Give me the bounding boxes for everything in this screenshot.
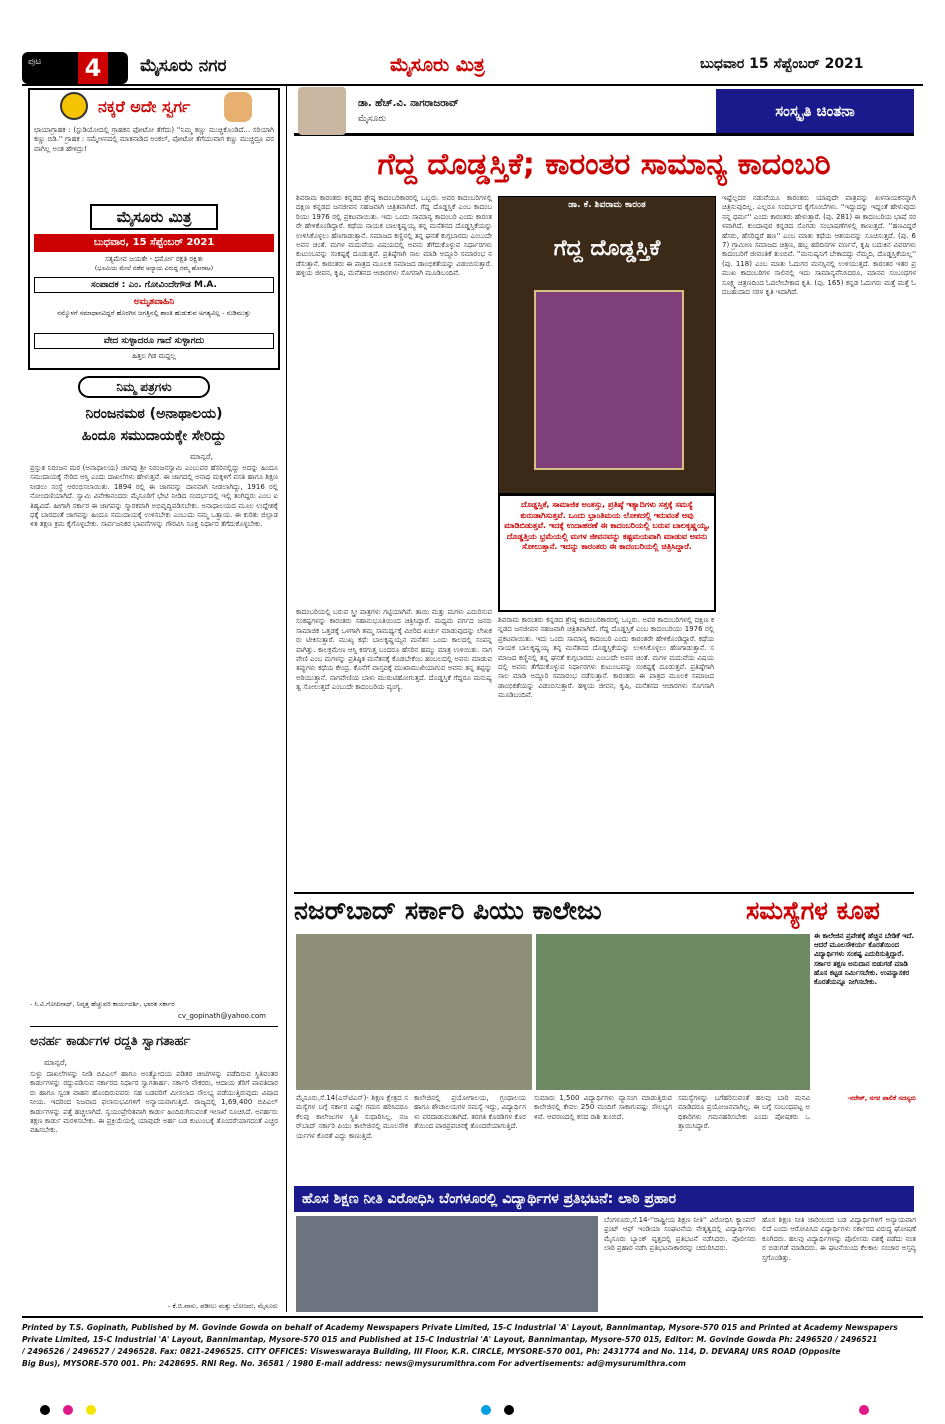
header-date: ಬುಧವಾರ 15 ಸೆಪ್ಟೆಂಬರ್ 2021	[700, 56, 864, 72]
nazarbad-col2: ಕಾಲೇಜಿನಲ್ಲಿ ಪ್ರಯೋಗಾಲಯ, ಗ್ರಂಥಾಲಯ ಹಾಗೂ ಶೌಚಾಲಯಗಳ ಸಮಸ್ಯೆ ಇದ್ದು, ವಿದ್ಯಾರ್ಥಿಗಳು ಪರದಾಡುವಂತಾಗಿದೆ. ತರಗತಿ ಕೊಠಡಿಗಳ ಕೊರತೆಯಿಂದ ಪಾಠಪ್ರವಚನಕ್ಕೆ ತೊಂದರೆಯಾಗುತ್ತಿದೆ.	[414, 1094, 526, 1131]
veda-title: ವೇದ ಸುಳ್ಳಾದರೂ ಗಾದೆ ಸುಳ್ಳಾಗದು	[34, 333, 274, 349]
article-col3: ಇಷ್ಟೆಲ್ಲದರ ನಡುವೆಯೂ ಕಾರಂತರು ಯಾವುದೇ ಪಾತ್ರವನ್ನು ಖಳನಾಯಕನನ್ನಾಗಿ ಚಿತ್ರಿಸುವುದಿಲ್ಲ. ಎಲ್ಲರೂ ಸಂದರ್ಭದ ಕೈಗೊಂಬೆಗಳು. ''ಇದ್ದುದನ್ನು ಇದ್ದಂತೆ ಹೇಳುವುದು ನನ್ನ ಧರ್ಮ'' ಎಂದು ಕಾರಂತರು ಹೇಳುತ್ತಾರೆ. (ಪು. 281) ಈ ಕಾದಂಬರಿಯ ಭಾಷೆ ಸರಳವಾಗಿದೆ. ಕುಂದಾಪುರ ಕನ್ನಡದ ಸೊಗಡು ಸಂಭಾಷಣೆಗಳಲ್ಲಿ ಕಾಣುತ್ತದೆ. ''ಹಣವಿದ್ದರೆ ಹೆಸರು, ಹೆಸರಿದ್ದರೆ ಹಣ'' ಎಂಬ ಮಾತು ಕಥೆಯ ಆಶಯವನ್ನು ಸೂಚಿಸುತ್ತದೆ. (ಪು. 67) ಗ್ರಾಮೀಣ ಸಮಾಜದ ಚಿತ್ರಣ, ಹಬ್ಬ ಹರಿದಿನಗಳ ವರ್ಣನೆ, ಕೃಷಿ ಬದುಕಿನ ವಿವರಗಳು ಕಾದಂಬರಿಗೆ ಜೀವಂತಿಕೆ ತುಂಬಿವೆ. ''ಮನುಷ್ಯನಿಗೆ ಬೇಕಾದದ್ದು ನೆಮ್ಮದಿ, ದೊಡ್ಡಸ್ತಿಕೆಯಲ್ಲ'' (ಪು. 118) ಎಂಬ ಮಾತು ಓದುಗರ ಮನಸ್ಸಿನಲ್ಲಿ ಉಳಿಯುತ್ತದೆ. ಕಾರಂತರ ಇತರ ಪ್ರಮುಖ ಕಾದಂಬರಿಗಳ ಸಾಲಿನಲ್ಲಿ ಇದು ಸಾಮಾನ್ಯವೆನಿಸಿದರೂ, ಮಾನವ ಸಂಬಂಧಗಳ ಸೂಕ್ಷ್ಮ ಚಿತ್ರಣದಿಂದ ಓದಲೇಬೇಕಾದ ಕೃತಿ. (ಪು. 165) ಕನ್ನಡ ಓದುಗರು ಮತ್ತೆ ಮತ್ತೆ ಓದಬಹುದಾದ ಸರಳ ಕೃತಿ ಇದಾಗಿದೆ.	[722, 194, 916, 297]
column-author-place: ಮೈಸೂರು	[358, 114, 386, 124]
column-author: ಡಾ. ಹೆಚ್.ವಿ. ನಾಗರಾಜರಾವ್	[358, 98, 459, 109]
cartoon-icon	[224, 92, 252, 122]
sidebar-brand: ಮೈಸೂರು ಮಿತ್ರ	[90, 204, 218, 230]
college-photo-1	[296, 934, 532, 1090]
letter2-body: ಸುಳ್ಳು ದಾಖಲೆಗಳನ್ನು ನೀಡಿ ಬಿಪಿಎಲ್ ಹಾಗೂ ಅಂತ್ಯೋದಯ ಪಡಿತರ ಚೀಟಿಗಳನ್ನು ಪಡೆದಿರುವ ಸ್ಥಿತಿವಂತರ ಕಾರ್ಡುಗಳನ್ನು ರದ್ದುಪಡಿಸುವ ಸರ್ಕಾರದ ನಿರ್ಧಾರ ಸ್ವಾಗತಾರ್ಹ. ಸರ್ಕಾರಿ ನೌಕರರು, ಆದಾಯ ತೆರಿಗೆ ಪಾವತಿದಾರರು ಹಾಗೂ ಸ್ವಂತ ವಾಹನ ಹೊಂದಿರುವವರು ಸಹ ಬಡವರಿಗೆ ಮೀಸಲಾದ ಸೌಲಭ್ಯ ಪಡೆಯುತ್ತಿರುವುದು ವಿಷಾದನೀಯ. ಇದರಿಂದ ನಿಜವಾದ ಫಲಾನುಭವಿಗಳಿಗೆ ಅನ್ಯಾಯವಾಗುತ್ತಿದೆ. ರಾಜ್ಯದಲ್ಲಿ 1,69,400 ಬಿಪಿಎಲ್ ಕಾರ್ಡುಗಳನ್ನು ಪತ್ತೆ ಹಚ್ಚಲಾಗಿದೆ. ಸ್ವಯಂಪ್ರೇರಿತವಾಗಿ ಕಾರ್ಡು ಹಿಂದಿರುಗಿಸುವಂತೆ ಇಲಾಖೆ ಸೂಚಿಸಿದೆ. ಅನರ್ಹರು ತಕ್ಷಣ ಕಾರ್ಡು ಮರಳಿಸಬೇಕು. ಈ ಪ್ರಕ್ರಿಯೆಯಲ್ಲಿ ಯಾವುದೇ ಅರ್ಹ ಬಡ ಕುಟುಂಬಕ್ಕೆ ತೊಂದರೆಯಾಗದಂತೆ ಎಚ್ಚರ ವಹಿಸಬೇಕು.	[30, 1070, 278, 1135]
page-label: ಪುಟ	[28, 57, 42, 67]
book-illustration	[534, 290, 684, 470]
letter2-signature: - ಕೆ.ಬಿ.ವಾಸು, ಪಡೀಲು ಮತ್ತು ಬೋಜರು, ಮೈಸೂರು	[168, 1302, 278, 1310]
nazarbad-headline: ನಜರ್‌ಬಾದ್ ಸರ್ಕಾರಿ ಪಿಯು ಕಾಲೇಜು	[294, 896, 602, 925]
book-author: ಡಾ. ಕೆ. ಶಿವರಾಮ ಕಾರಂತ	[568, 200, 646, 210]
pull-quote: ದೊಡ್ಡಸ್ತಿಕೆ, ಸಾಮಾಜಿಕ ಅಂತಸ್ತು, ಪ್ರತಿಷ್ಠೆ ಇತ್ಯಾದಿಗಳು ಸತ್ತಕ್ಕೆ ಸಮಸ್ಯೆ ಕುರುಡಾಗಿಸುತ್ತವೆ. ಒಂದು ಭ್ರಾಂತಿಮಯ ಲೋಕದಲ್ಲಿ ಇರುವಂತೆ ಅವು ಮಾಡಿಬಿಡುತ್ತವೆ. ಇದಕ್ಕೆ ಉದಾಹರಣೆ ಈ ಕಾದಂಬರಿಯಲ್ಲಿ ಬರುವ ಬಾಲಕೃಷ್ಣಯ್ಯ, ದೊಡ್ಡತ್ತಿಯ ಭ್ರಮೆಯಲ್ಲಿ ಮಗಳ ಜೀವನವನ್ನು ಕಷ್ಟಮಯವಾಗಿ ಮಾಡುವ ಅವನು ಸೋಲುತ್ತಾನೆ. ಇದನ್ನು ಕಾರಂತರು ಈ ಕಾದಂಬರಿಯಲ್ಲಿ ಚಿತ್ರಿಸಿದ್ದಾರೆ.	[498, 494, 716, 612]
letters-divider	[30, 1026, 278, 1027]
letter1-body: ಪ್ರಸ್ತುತ ನಿರಂಜನ ಮಠ (ಅನಾಥಾಲಯ) ಜಾಗವು ಶ್ರೀ ನಿರಂಜನಸ್ವಾಮಿ ಎಂಬುವರ ಹೆಸರಿನಲ್ಲಿದ್ದು ಅದನ್ನು ಹಿಂದೂ ಸಮುದಾಯಕ್ಕೆ ಸೇರಿದ ಆಸ್ತಿ ಎಂದು ದಾಖಲೆಗಳು ಹೇಳುತ್ತವೆ. ಈ ಜಾಗದಲ್ಲಿ ಅನಾಥ ಮಕ್ಕಳಿಗೆ ವಸತಿ ಹಾಗೂ ಶಿಕ್ಷಣ ನೀಡಲು ಸಂಸ್ಥೆ ಆರಂಭಿಸಲಾಯಿತು. 1894 ರಲ್ಲಿ ಈ ಜಾಗವನ್ನು ದಾನವಾಗಿ ನೀಡಲಾಗಿದ್ದು, 1916 ರಲ್ಲಿ ನೋಂದಣಿಯಾಗಿದೆ. ಸ್ವಾಮಿ ವಿವೇಕಾನಂದರು ಮೈಸೂರಿಗೆ ಭೇಟಿ ನೀಡಿದ ಸಂದರ್ಭದಲ್ಲಿ ಇಲ್ಲಿ ತಂಗಿದ್ದರು ಎಂಬ ಐತಿಹ್ಯವಿದೆ. ಹೀಗಾಗಿ ಸರ್ಕಾರ ಈ ಜಾಗವನ್ನು ಸ್ಮಾರಕವಾಗಿ ಅಭಿವೃದ್ಧಿಪಡಿಸಬೇಕು. ಅನಾಥಾಲಯದ ಮೂಲ ಉದ್ದೇಶಕ್ಕೆ ಧಕ್ಕೆ ಬಾರದಂತೆ ಜಾಗವನ್ನು ಹಿಂದೂ ಸಮುದಾಯಕ್ಕೆ ಉಳಿಸಬೇಕು ಎಂಬುದು ನಮ್ಮ ಒತ್ತಾಯ. ಈ ಕುರಿತು ಜಿಲ್ಲಾಡಳಿತ ತಕ್ಷಣ ಕ್ರಮ ಕೈಗೊಳ್ಳಬೇಕು. ಸಾರ್ವಜನಿಕರ ಭಾವನೆಗಳನ್ನು ಗೌರವಿಸಿ ಸೂಕ್ತ ನಿರ್ಧಾರ ತೆಗೆದುಕೊಳ್ಳಬೇಕು.	[30, 464, 278, 529]
letters-section-label: ನಿಮ್ಮ ಪತ್ರಗಳು	[78, 376, 210, 398]
sidebar-date: ಬುಧವಾರ, 15 ಸೆಪ್ಟೆಂಬರ್ 2021	[34, 234, 274, 252]
nakkare-title: ನಕ್ಕರೆ ಅದೇ ಸ್ವರ್ಗ	[98, 97, 191, 116]
protest-col2: ಹೊಸ ಶಿಕ್ಷಣ ನೀತಿ ಜಾರಿಯಿಂದ ಬಡ ವಿದ್ಯಾರ್ಥಿಗಳಿಗೆ ಅನ್ಯಾಯವಾಗಲಿದೆ ಎಂದು ಆರೋಪಿಸಿದ ವಿದ್ಯಾರ್ಥಿಗಳು ಸರ್ಕಾರದ ವಿರುದ್ಧ ಘೋಷಣೆ ಕೂಗಿದರು. ಹಲವು ವಿದ್ಯಾರ್ಥಿಗಳನ್ನು ಪೊಲೀಸರು ವಶಕ್ಕೆ ಪಡೆದು ನಂತರ ಬಿಡುಗಡೆ ಮಾಡಿದರು. ಈ ಘಟನೆಯಿಂದ ಕೆಲಕಾಲ ಸಂಚಾರ ಅಸ್ತವ್ಯಸ್ತಗೊಂಡಿತ್ತು.	[762, 1216, 916, 1262]
sidebar-editor: ಸಂಪಾದಕ : ಎಂ. ಗೋವಿಂದೇಗೌಡ M.A.	[34, 277, 274, 293]
nazarbad-headline-red: ಸಮಸ್ಯೆಗಳ ಕೂಪ	[746, 896, 880, 925]
veda-text: ಹಿತ್ತಲ ಗಿಡ ಮದ್ದಲ್ಲ	[132, 352, 176, 360]
column-divider	[286, 86, 287, 1312]
protest-headline: ಹೊಸ ಶಿಕ್ಷಣ ನೀತಿ ವಿರೋಧಿಸಿ ಬೆಂಗಳೂರಲ್ಲಿ ವಿದ್ಯಾರ್ಥಿಗಳ ಪ್ರತಿಭಟನೆ: ಲಾಠಿ ಪ್ರಹಾರ	[294, 1186, 914, 1212]
letter1-email[interactable]: cv_gopinath@yahoo.com	[178, 1012, 266, 1020]
nazarbad-col1: ಮೈಸೂರು,ಸೆ.14(ಎಸ್‌ಟಿಎನ್)- ಶಿಕ್ಷಣ ಕ್ಷೇತ್ರದ ಸಮಸ್ಯೆಗಳ ಬಗ್ಗೆ ಸರ್ಕಾರ ಎಷ್ಟೇ ಗಮನ ಹರಿಸಿದರೂ ಕೆಲವು ಕಾಲೇಜುಗಳ ಸ್ಥಿತಿ ಸುಧಾರಿಸಿಲ್ಲ. ನಜರ್‌ಬಾದ್ ಸರ್ಕಾರಿ ಪಿಯು ಕಾಲೇಜಿನಲ್ಲಿ ಮೂಲಸೌಕರ್ಯಗಳ ಕೊರತೆ ಎದ್ದು ಕಾಣುತ್ತಿದೆ.	[296, 1094, 408, 1140]
article-col2: ಶಿವರಾಮ ಕಾರಂತರು ಕನ್ನಡದ ಶ್ರೇಷ್ಠ ಕಾದಂಬರಿಕಾರರಲ್ಲಿ ಒಬ್ಬರು. ಅವರ ಕಾದಂಬರಿಗಳಲ್ಲಿ ದಕ್ಷಿಣ ಕನ್ನಡದ ಜನಜೀವನ ಸಹಜವಾಗಿ ಚಿತ್ರಿತವಾಗಿದೆ. ಗೆದ್ದ ದೊಡ್ಡಸ್ತಿಕೆ ಎಂಬ ಕಾದಂಬರಿಯು 1976 ರಲ್ಲಿ ಪ್ರಕಟವಾಯಿತು. ಇದು ಒಂದು ಸಾಮಾನ್ಯ ಕಾದಂಬರಿ ಎಂದು ಕಾರಂತರೇ ಹೇಳಿಕೊಂಡಿದ್ದಾರೆ. ಕಥೆಯ ನಾಯಕ ಬಾಲಕೃಷ್ಣಯ್ಯ ತನ್ನ ಮನೆತನದ ದೊಡ್ಡಸ್ತಿಕೆಯನ್ನು ಉಳಿಸಿಕೊಳ್ಳಲು ಹೆಣಗಾಡುತ್ತಾನೆ. ಸಮಾಜದ ಕಣ್ಣಿನಲ್ಲಿ ತನ್ನ ಘನತೆ ಕುಗ್ಗಬಾರದು ಎಂಬುದೇ ಅವನ ಚಿಂತೆ. ಮಗಳ ಮದುವೆಯ ವಿಷಯದಲ್ಲಿ ಅವನು ತೆಗೆದುಕೊಳ್ಳುವ ನಿರ್ಧಾರಗಳು ಕುಟುಂಬವನ್ನು ಸಂಕಷ್ಟಕ್ಕೆ ದೂಡುತ್ತವೆ. ಪ್ರತಿಷ್ಠೆಗಾಗಿ ಸಾಲ ಮಾಡಿ ಅದ್ದೂರಿ ಸಮಾರಂಭ ನಡೆಸುತ್ತಾನೆ. ಕಾರಂತರು ಈ ಪಾತ್ರದ ಮೂಲಕ ಸಮಾಜದ ಡಾಂಭಿಕತೆಯನ್ನು ವಿಡಂಬಿಸುತ್ತಾರೆ. ಹಳ್ಳಿಯ ಜೀವನ, ಕೃಷಿ, ಮನೆತನದ ಆಚಾರಗಳು ಸೊಗಸಾಗಿ ಮೂಡಿಬಂದಿವೆ.	[498, 616, 714, 700]
column-end-rule	[294, 892, 914, 894]
protest-photo	[296, 1216, 598, 1312]
nazarbad-quote-sign: -ನರೇಶ್, ನಗರ ಪಾಲಿಕೆ ಸದಸ್ಯರು	[847, 1094, 916, 1102]
sidebar-tagline: ಸತ್ಯಮೇವ ಜಯತೇ - ಧರ್ಮೋ ರಕ್ಷತಿ ರಕ್ಷಿತಃ	[105, 255, 203, 263]
footer-imprint	[22, 1322, 923, 1370]
sidebar-subtagline: (ಭೂಮಿಯ ಮೇಲೆ ನಡೆವ ಅನ್ಯಾಯ ವಿರುದ್ಧ ನಮ್ಮ ಹೋರಾಟ)	[94, 265, 214, 272]
amrutha-text: ನಮ್ಮೊಳಗೆ ಸಮಾಧಾನವಿದ್ದರೆ ಹೊರಗಿನ ಜಗತ್ತಿನಲ್ಲಿ ಶಾಂತಿ ಹುಡುಕುವ ಅಗತ್ಯವಿಲ್ಲ - ನುಡಿಮುತ್ತು	[57, 309, 251, 317]
footer-line4: Big Bus), MYSORE-570 001. Ph: 2428695. RNI Reg. No. 36581 / 1980 E-mail address: news@mysurumithra.com For advertisements: ad@mysurumithra.com	[22, 1359, 686, 1368]
amrutha-title: ಅಮೃತವಾಹಿನಿ	[133, 297, 175, 307]
book-title: ಗೆದ್ದ ದೊಡ್ಡಸ್ತಿಕೆ	[553, 236, 661, 261]
nakkare-text: ಛಾಯಾಗ್ರಾಹಕ : (ಸ್ಟುಡಿಯೋದಲ್ಲಿ ಗ್ರಾಹಕನ ಫೋಟೋ ತೆಗೆದು) ''ನಿಮ್ಮ ಕಣ್ಣು ಮುಚ್ಚಿಕೊಂಡಿದೆ... ಸರಿಯಾಗಿ ಕಣ್ಣು ಬಿಡಿ.'' ಗ್ರಾಹಕ : ಸಮ್ಮೇಳನದಲ್ಲಿ ಮಾತನಾಡಿದ ಅಂಕಲ್, ಪೋಟೋ ತೆಗೆಯುವಾಗ ಕಣ್ಣು ಮುಚ್ಚಿದ್ರೂ ಪರವಾಗಿಲ್ಲ ಅಂತ ಹೇಳಿದ್ರು!	[34, 126, 274, 153]
footer-line2: Private Limited, 15-C Industrial 'A' Layout, Bannimantap, Mysore-570 015 and Published at 15-C Industrial 'A' Layout, Bannimantap, Mysore-570 015, Editor: M. Govinde Gowda Ph: 2496520 / 2496521	[22, 1335, 878, 1344]
protest-col1: ಬೆಂಗಳೂರು,ಸೆ.14-''ರಾಷ್ಟ್ರೀಯ ಶಿಕ್ಷಣ ನೀತಿ'' ವಿರೋಧಿಸಿ ಕ್ಯಾಂಪಸ್ ಫ್ರಂಟ್ ಆಫ್ ಇಂಡಿಯಾ ಸಂಘಟನೆಯ ನೇತೃತ್ವದಲ್ಲಿ ವಿದ್ಯಾರ್ಥಿಗಳು ಮೈಸೂರು ಬ್ಯಾಂಕ್ ವೃತ್ತದಲ್ಲಿ ಪ್ರತಿಭಟನೆ ನಡೆಸಿದರು. ಪೊಲೀಸರು ಲಾಠಿ ಪ್ರಹಾರ ನಡೆಸಿ ಪ್ರತಿಭಟನಾಕಾರರನ್ನು ಚದುರಿಸಿದರು.	[604, 1216, 756, 1253]
registration-marks	[40, 1400, 920, 1414]
laughing-face-icon	[60, 92, 88, 120]
column-section: ಸಂಸ್ಕೃತಿ ಚಿಂತನಾ	[716, 89, 914, 133]
letter2-title: ಅನರ್ಹ ಕಾರ್ಡುಗಳ ರದ್ದತಿ ಸ್ವಾಗತಾರ್ಹ	[30, 1034, 191, 1049]
page-number: 4	[78, 52, 108, 84]
letter1-signature: - ಸಿ.ವಿ.ಗೋಪಿನಾಥ್, ನಿವೃತ್ತ ಹೆಚ್ಚುವರಿ ಕಾರ್ಯದರ್ಶಿ, ಭಾರತ ಸರ್ಕಾರ	[30, 1000, 175, 1008]
main-headline: ಗೆದ್ದ ದೊಡ್ಡಸ್ತಿಕೆ; ಕಾರಂತರ ಸಾಮಾನ್ಯ ಕಾದಂಬರಿ	[377, 147, 831, 182]
article-col2-lower: ಕಾದಂಬರಿಯಲ್ಲಿ ಬರುವ ಸ್ತ್ರೀ ಪಾತ್ರಗಳು ಗಟ್ಟಿಯಾಗಿವೆ. ತಾಯಿ ಮತ್ತು ಮಗಳು ಎದುರಿಸುವ ಸಂಕಷ್ಟಗಳನ್ನು ಕಾರಂತರು ಸಹಾನುಭೂತಿಯಿಂದ ಚಿತ್ರಿಸಿದ್ದಾರೆ. ಮಧ್ಯಮ ವರ್ಗದ ಜನರು ಸಾಮಾಜಿಕ ಒತ್ತಡಕ್ಕೆ ಒಳಗಾಗಿ ತಮ್ಮ ಸಾಮರ್ಥ್ಯಕ್ಕೆ ಮೀರಿದ ಖರ್ಚು ಮಾಡುವುದನ್ನು ಲೇಖಕರು ಟೀಕಿಸುತ್ತಾರೆ. ಮುಖ್ಯ ಕಥೆ: ಬಾಲಕೃಷ್ಣಯ್ಯನ ಮನೆತನ ಒಂದು ಕಾಲದಲ್ಲಿ ಸಂಪನ್ನವಾಗಿತ್ತು. ಕಾಲಕ್ರಮೇಣ ಆಸ್ತಿ ಕರಗುತ್ತ ಬಂದರೂ ಹೆಸರಿನ ಹಮ್ಮು ಮಾತ್ರ ಉಳಿಯಿತು. ನಾಗವೇಣಿ ಎಂಬ ಮಗಳನ್ನು ಪ್ರತಿಷ್ಠಿತ ಮನೆತನಕ್ಕೆ ಕೊಡಬೇಕೆಂಬ ಹಂಬಲದಲ್ಲಿ ಅವನು ಮಾಡುವ ತಪ್ಪುಗಳು ಕಥೆಯ ಕೇಂದ್ರ. ಕೊನೆಗೆ ವಾಸ್ತವಕ್ಕೆ ಮುಖಾಮುಖಿಯಾಗುವ ಅವನು ತನ್ನ ತಪ್ಪನ್ನು ಅರಿಯುತ್ತಾನೆ. ನಾಗವೇಣಿಯ ಬಾಳು ಮುರುಟಿಹೋಗುತ್ತದೆ. ದೊಡ್ಡಸ್ತಿಕೆ ಗೆದ್ದರೂ ಮನುಷ್ಯತ್ವ ಸೋಲುತ್ತದೆ ಎಂಬುದೇ ಕಾದಂಬರಿಯ ವ್ಯಂಗ್ಯ.	[296, 608, 492, 692]
nazarbad-col3: ಸುಮಾರು 1,500 ವಿದ್ಯಾರ್ಥಿಗಳು ವ್ಯಾಸಂಗ ಮಾಡುತ್ತಿರುವ ಕಾಲೇಜಿನಲ್ಲಿ ಕೇವಲ 250 ಮಂದಿಗೆ ಸಾಕಾಗುವಷ್ಟು ಸೌಲಭ್ಯಗಳಿವೆ. ಆವರಣದಲ್ಲಿ ಕಸದ ರಾಶಿ ತುಂಬಿದೆ.	[534, 1094, 672, 1121]
footer-line1: Printed by T.S. Gopinath, Published by M. Govinde Gowda on behalf of Academy Newspapers Private Limited, 15-C Industrial 'A' Layout, Bannimantap, Mysore-570 015 and Printed at Academy Newspapers	[22, 1323, 898, 1332]
footer-line3: / 2496526 / 2496527 / 2496528. Fax: 0821-2496525. CITY OFFICES: Visweswaraya Building, III Floor, K.R. CIRCLE, MYSORE-570 001, Ph: 2431774 and No. 114, D. DEVARAJ URS ROAD (Opposite	[22, 1347, 841, 1356]
section-city: ಮೈಸೂರು ನಗರ	[140, 56, 227, 76]
nazarbad-quote: ಈ ಕಾಲೇಜಿನ ಪ್ರವೇಶಕ್ಕೆ ಹೆಚ್ಚಿನ ಬೇಡಿಕೆ ಇದೆ. ಆದರೆ ಮೂಲಸೌಕರ್ಯ ಕೊರತೆಯಿಂದ ವಿದ್ಯಾರ್ಥಿಗಳು ಸಂಕಷ್ಟ ಎದುರಿಸುತ್ತಿದ್ದಾರೆ. ಸರ್ಕಾರ ತಕ್ಷಣ ಅನುದಾನ ಬಿಡುಗಡೆ ಮಾಡಿ ಹೊಸ ಕಟ್ಟಡ ನಿರ್ಮಿಸಬೇಕು. ಉಪನ್ಯಾಸಕರ ಕೊರತೆಯನ್ನೂ ನೀಗಿಸಬೇಕು.	[814, 932, 915, 987]
college-photo-2	[536, 934, 810, 1090]
letter1-salutation: ಮಾನ್ಯರೆ,	[190, 452, 214, 461]
letter1-subtitle: ಹಿಂದೂ ಸಮುದಾಯಕ್ಕೇ ಸೇರಿದ್ದು	[81, 428, 227, 444]
nazarbad-col4: ಸಮಸ್ಯೆಗಳನ್ನು ಬಗೆಹರಿಸುವಂತೆ ಹಲವು ಬಾರಿ ಮನವಿ ಮಾಡಿದರೂ ಪ್ರಯೋಜನವಾಗಿಲ್ಲ. ಈ ಬಗ್ಗೆ ಸಂಬಂಧಪಟ್ಟ ಅಧಿಕಾರಿಗಳು ಗಮನಹರಿಸಬೇಕು ಎಂದು ಪೋಷಕರು ಒತ್ತಾಯಿಸಿದ್ದಾರೆ.	[678, 1094, 810, 1131]
footer-rule	[22, 1316, 923, 1318]
masthead-brand: ಮೈಸೂರು ಮಿತ್ರ	[390, 54, 485, 76]
letter1-title: ನಿರಂಜನಮಠ (ಅನಾಥಾಲಯ)	[85, 406, 223, 422]
article-col1: ಶಿವರಾಮ ಕಾರಂತರು ಕನ್ನಡದ ಶ್ರೇಷ್ಠ ಕಾದಂಬರಿಕಾರರಲ್ಲಿ ಒಬ್ಬರು. ಅವರ ಕಾದಂಬರಿಗಳಲ್ಲಿ ದಕ್ಷಿಣ ಕನ್ನಡದ ಜನಜೀವನ ಸಹಜವಾಗಿ ಚಿತ್ರಿತವಾಗಿದೆ. ಗೆದ್ದ ದೊಡ್ಡಸ್ತಿಕೆ ಎಂಬ ಕಾದಂಬರಿಯು 1976 ರಲ್ಲಿ ಪ್ರಕಟವಾಯಿತು. ಇದು ಒಂದು ಸಾಮಾನ್ಯ ಕಾದಂಬರಿ ಎಂದು ಕಾರಂತರೇ ಹೇಳಿಕೊಂಡಿದ್ದಾರೆ. ಕಥೆಯ ನಾಯಕ ಬಾಲಕೃಷ್ಣಯ್ಯ ತನ್ನ ಮನೆತನದ ದೊಡ್ಡಸ್ತಿಕೆಯನ್ನು ಉಳಿಸಿಕೊಳ್ಳಲು ಹೆಣಗಾಡುತ್ತಾನೆ. ಸಮಾಜದ ಕಣ್ಣಿನಲ್ಲಿ ತನ್ನ ಘನತೆ ಕುಗ್ಗಬಾರದು ಎಂಬುದೇ ಅವನ ಚಿಂತೆ. ಮಗಳ ಮದುವೆಯ ವಿಷಯದಲ್ಲಿ ಅವನು ತೆಗೆದುಕೊಳ್ಳುವ ನಿರ್ಧಾರಗಳು ಕುಟುಂಬವನ್ನು ಸಂಕಷ್ಟಕ್ಕೆ ದೂಡುತ್ತವೆ. ಪ್ರತಿಷ್ಠೆಗಾಗಿ ಸಾಲ ಮಾಡಿ ಅದ್ದೂರಿ ಸಮಾರಂಭ ನಡೆಸುತ್ತಾನೆ. ಕಾರಂತರು ಈ ಪಾತ್ರದ ಮೂಲಕ ಸಮಾಜದ ಡಾಂಭಿಕತೆಯನ್ನು ವಿಡಂಬಿಸುತ್ತಾರೆ. ಹಳ್ಳಿಯ ಜೀವನ, ಕೃಷಿ, ಮನೆತನದ ಆಚಾರಗಳು ಸೊಗಸಾಗಿ ಮೂಡಿಬಂದಿವೆ.	[296, 194, 492, 278]
author-photo	[298, 87, 346, 135]
letter2-salutation: ಮಾನ್ಯರೆ,	[44, 1058, 68, 1067]
